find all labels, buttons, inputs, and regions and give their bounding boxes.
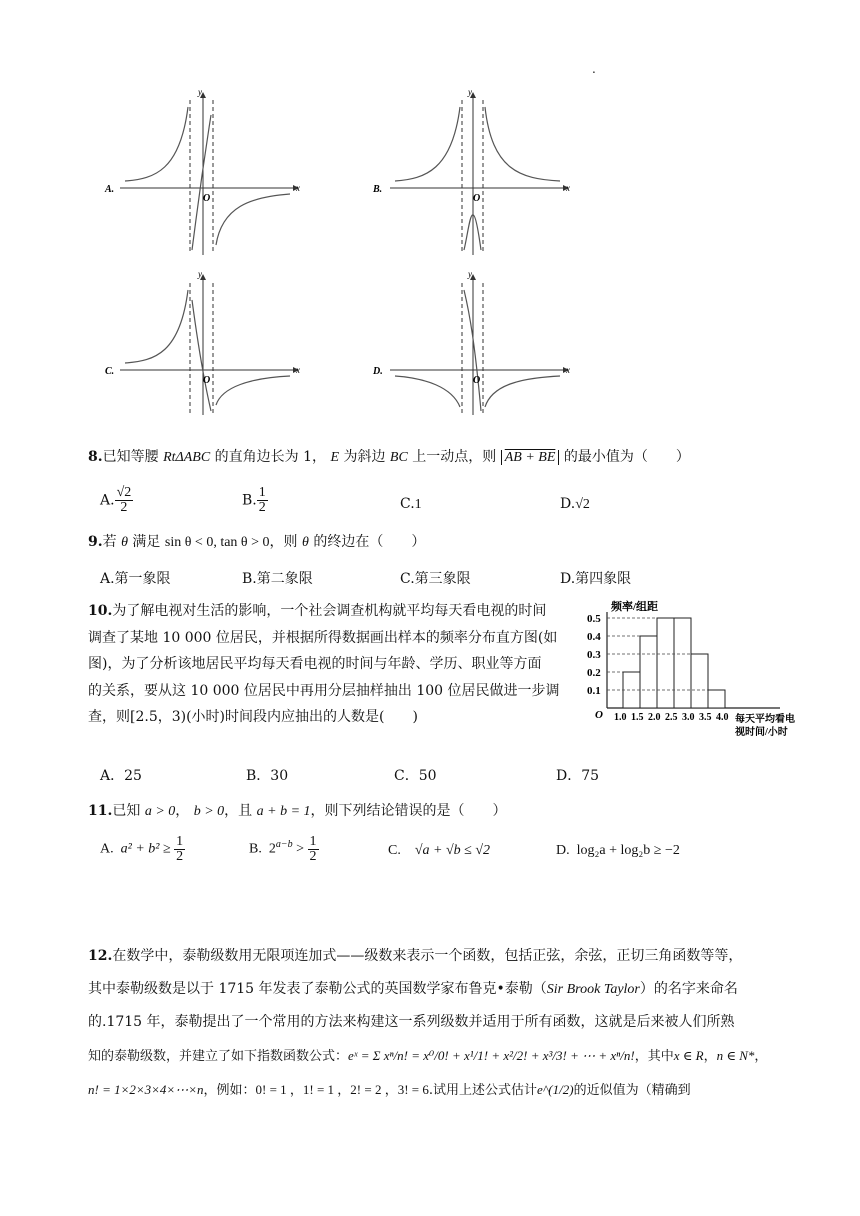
hist-y-tick-0.2: 0.2 <box>587 667 601 679</box>
q10-line-1: 10.为了解电视对生活的影响，一个社会调查机构就平均每天看电视的时间 <box>88 603 547 619</box>
q10-option-c[interactable]: C．50 <box>394 768 437 784</box>
q9-text-b: 满足 <box>132 534 161 550</box>
q8-triangle: RtΔABC <box>163 450 211 465</box>
graph-b-y: y <box>468 87 472 97</box>
hist-y-tick-0.1: 0.1 <box>587 685 601 697</box>
q10-option-a[interactable]: A．25 <box>100 768 142 784</box>
hist-bar <box>691 654 708 708</box>
hist-bar <box>640 636 657 708</box>
q8-option-b[interactable]: B. $\frac{1}{2}$ <box>242 485 266 515</box>
q12-line-2: 其中泰勒级数是以于 1715 年发表了泰勒公式的英国数学家布鲁克•泰勒（Sir Brook Taylor）的名字来命名 <box>88 981 738 997</box>
question-8 <box>88 446 690 469</box>
hist-xlabel-2: 视时间/小时 <box>735 727 788 738</box>
hist-bar <box>674 618 691 708</box>
q10-line-3: 图)，为了分析该地居民平均每天看电视的时间与年龄、学历、职业等方面 <box>88 656 542 672</box>
q9-option-b[interactable]: B.第二象限 <box>242 571 313 587</box>
q9-theta: θ <box>121 535 128 550</box>
q8-text-d: 上一动点，则 <box>412 449 497 465</box>
question-11: 11.已知 a > 0， b > 0，且 a + b = 1，则下列结论错误的是（ ） <box>88 803 507 819</box>
q11-option-d[interactable]: D. log₂a + log₂b ≥ −2 <box>556 843 680 858</box>
graph-c-x: x <box>296 365 300 375</box>
question-10 <box>88 598 588 731</box>
graph-b <box>372 87 570 255</box>
hist-bar <box>657 618 674 708</box>
q8-e: E <box>330 450 340 465</box>
q10-option-d[interactable]: D．75 <box>556 768 600 784</box>
hist-y-tick-0.4: 0.4 <box>587 631 601 643</box>
graph-a-x: x <box>296 183 300 193</box>
graph-c <box>105 269 300 415</box>
q9-theta-2: θ <box>301 535 309 550</box>
q10-line-2: 调查了某地 10 000 位居民，并根据所得数据画出样本的频率分布直方图(如 <box>88 629 558 646</box>
hist-ylabel: 频率/组距 <box>611 601 659 613</box>
q11-cond-3: a + b = 1 <box>256 804 311 819</box>
q8-text-b: 的直角边长为 1， <box>214 449 326 465</box>
hist-bar <box>708 690 725 708</box>
q9-option-d[interactable]: D.第四象限 <box>560 571 632 587</box>
q8-text-e: 的最小值为（ ） <box>563 449 690 465</box>
q11-cond-1: a > 0 <box>144 804 176 819</box>
q10-line-5: 查，则[2.5，3)(小时)时间段内应抽出的人数是( ) <box>88 709 418 725</box>
q10-option-b[interactable]: B．30 <box>246 768 289 784</box>
q11-text-a: 已知 <box>112 803 141 819</box>
graph-c-label: C. <box>105 366 115 377</box>
graph-a-origin: O <box>203 193 211 204</box>
hist-x-tick-1.0: 1.0 <box>614 712 627 723</box>
hist-origin: O <box>595 709 603 721</box>
question-12 <box>88 940 778 1107</box>
graph-a-y: y <box>198 87 202 97</box>
graph-a <box>104 87 300 255</box>
q9-number: 9. <box>88 534 103 550</box>
q10-line-4: 的关系，要从这 10 000 位居民中再用分层抽样抽出 100 位居民做进一步调 <box>88 682 560 699</box>
q8-number: 8. <box>88 449 103 465</box>
q8-vector: AB + BE <box>501 450 560 465</box>
hist-x-tick-3.5: 3.5 <box>699 712 712 723</box>
graph-d-label: D. <box>373 366 383 377</box>
q11-text-c: ，则下列结论错误的是（ ） <box>310 803 507 819</box>
q8-text-c: 为斜边 <box>343 449 386 465</box>
q8-text-a: 已知等腰 <box>102 449 159 465</box>
q8-option-d[interactable]: D.√2 <box>560 496 590 512</box>
q9-text-a: 若 <box>102 534 117 550</box>
q9-text-c: ，则 <box>269 534 298 550</box>
q11-option-c[interactable]: C. √a + √b ≤ √2 <box>388 843 491 858</box>
graph-c-y: y <box>198 269 202 279</box>
hist-y-tick-0.3: 0.3 <box>587 649 601 661</box>
hist-x-tick-1.5: 1.5 <box>631 712 644 723</box>
frequency-histogram <box>585 598 795 748</box>
q12-line-4: 知的泰勒级数，并建立了如下指数函数公式：eˣ = Σ xⁿ/n! = x⁰/0! + x¹/1! + x²/2! + x³/3! + ⋯ + xⁿ/n!，其中x ∈ R，n ∈ N*， <box>88 1048 768 1064</box>
q8-option-a[interactable]: A. $\frac{√2}{2}$ <box>100 485 132 515</box>
q9-condition: sin θ < 0, tan θ > 0 <box>164 535 270 550</box>
q12-line-1: 12.在数学中，泰勒级数用无限项连加式——级数来表示一个函数，包括正弦，余弦，正切三角函数等等， <box>88 948 743 964</box>
graph-b-x: x <box>566 183 570 193</box>
hist-x-tick-3.0: 3.0 <box>682 712 695 723</box>
q11-option-a[interactable]: A. a² + b² ≥ $\frac{1}{2}$ <box>100 834 184 864</box>
q12-line-5: n! = 1×2×3×4×⋯×n，例如：0! = 1 ，1! = 1 ，2! = 2 ，3! = 6.试用上述公式估计e^(1/2)的近似值为（精确到 <box>88 1082 691 1098</box>
graph-d <box>372 269 570 415</box>
question-9 <box>88 531 425 554</box>
q11-cond-2: b > 0 <box>193 804 225 819</box>
hist-x-tick-2.0: 2.0 <box>648 712 661 723</box>
q9-option-c[interactable]: C.第三象限 <box>400 571 471 587</box>
graph-a-label: A. <box>105 184 115 195</box>
q11-option-b[interactable]: B. $2^{a-b}$ > $\frac{1}{2}$ <box>249 834 317 864</box>
q11-number: 11. <box>88 803 113 819</box>
q8-bc: BC <box>389 450 408 465</box>
hist-x-tick-2.5: 2.5 <box>665 712 678 723</box>
graph-b-label: B. <box>373 184 383 195</box>
graph-d-y: y <box>468 269 472 279</box>
graph-c-origin: O <box>203 375 211 386</box>
q9-text-d: 的终边在（ ） <box>313 534 426 550</box>
q11-text-b: ，且 <box>224 803 253 819</box>
graph-grid <box>100 85 580 415</box>
page-mark: . <box>592 62 596 76</box>
hist-xlabel-1: 每天平均看电 <box>735 714 795 725</box>
q8-option-c[interactable]: C.1 <box>400 496 422 512</box>
graph-d-x: x <box>566 365 570 375</box>
q12-line-3: 的.1715 年，泰勒提出了一个常用的方法来构建这一系列级数并适用于所有函数，这就是后来被人们所熟 <box>88 1014 735 1030</box>
graph-b-origin: O <box>473 193 481 204</box>
graph-d-origin: O <box>473 375 481 386</box>
q9-option-a[interactable]: A.第一象限 <box>100 571 171 587</box>
hist-y-tick-0.5: 0.5 <box>587 613 601 625</box>
hist-x-tick-4.0: 4.0 <box>716 712 729 723</box>
